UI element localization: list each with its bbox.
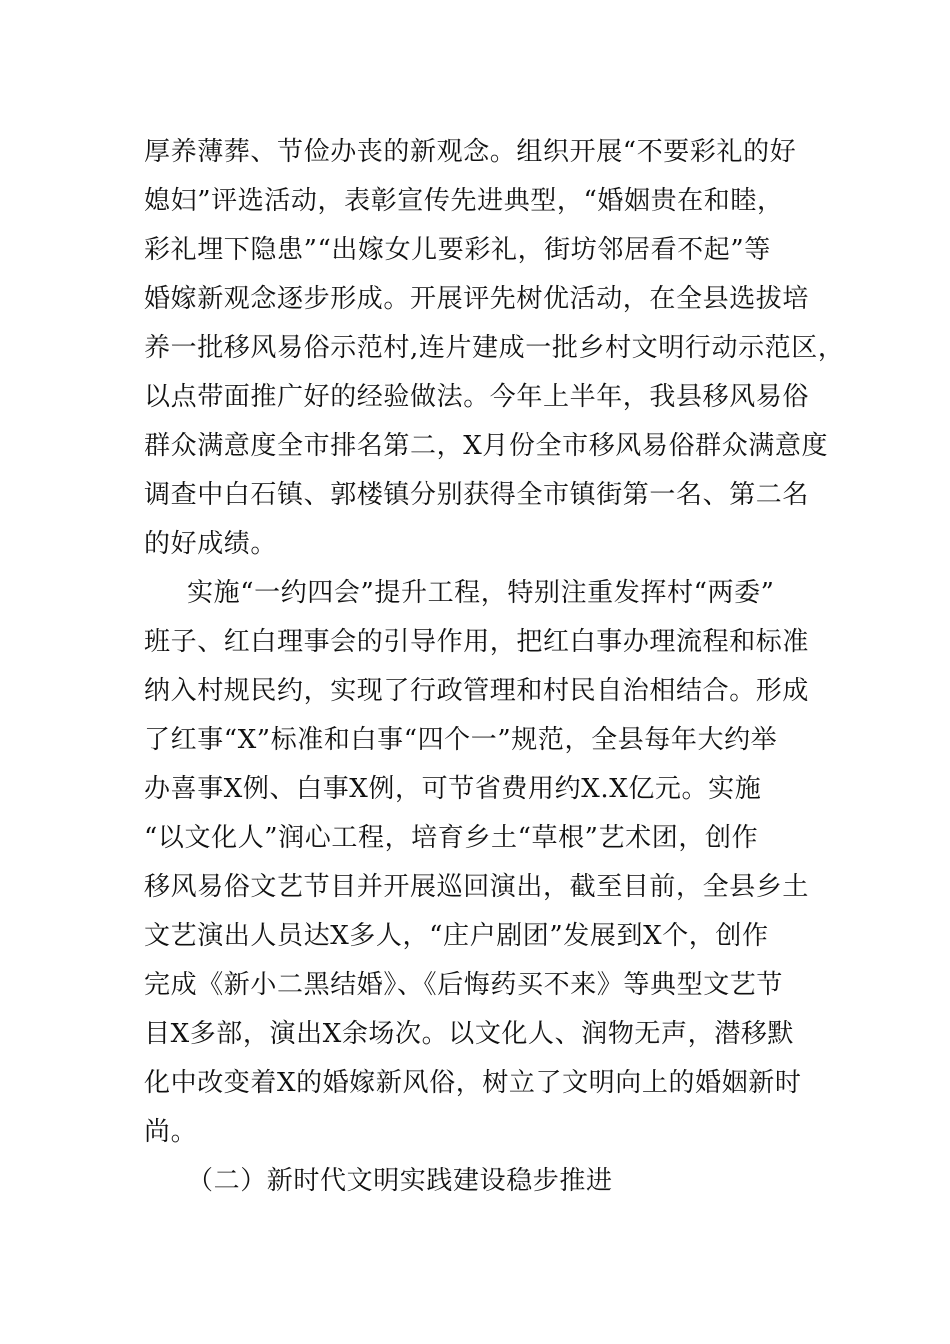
text-line: 文艺演出人员达X多人，“庄户剧团”发展到X个，创作: [144, 921, 769, 951]
paragraph-1: [144, 128, 845, 569]
text-line: 调查中白石镇、郭楼镇分别获得全市镇街第一名、第二名: [144, 480, 810, 510]
text-line: 尚。: [144, 1117, 198, 1147]
text-line: 化中改变着X的婚嫁新风俗，树立了文明向上的婚姻新时: [144, 1068, 802, 1098]
text-line: 以点带面推广好的经验做法。今年上半年，我县移风易俗: [144, 382, 810, 412]
text-line: 厚养薄葬、节俭办丧的新观念。组织开展“不要彩礼的好: [144, 137, 797, 167]
section-heading: （二）新时代文明实践建设稳步推进: [187, 1166, 613, 1196]
text-line: 彩礼埋下隐患”“出嫁女儿要彩礼，街坊邻居看不起”等: [144, 235, 771, 265]
text-line: 婚嫁新观念逐步形成。开展评先树优活动，在全县选拔培: [144, 284, 810, 314]
text-line: 群众满意度全市排名第二，X月份全市移风易俗群众满意度: [144, 431, 829, 461]
text-line: 实施“一约四会”提升工程，特别注重发挥村“两委”: [187, 578, 775, 608]
text-line: 纳入村规民约，实现了行政管理和村民自治相结合。形成: [144, 676, 810, 706]
paragraph-2: [144, 569, 814, 1157]
text-line: 媳妇”评选活动，表彰宣传先进典型，“婚姻贵在和睦，: [144, 186, 784, 216]
text-line: 移风易俗文艺节目并开展巡回演出，截至目前，全县乡土: [144, 872, 810, 902]
text-line: 目X多部，演出X余场次。以文化人、润物无声，潜移默: [144, 1019, 795, 1049]
text-line: 的好成绩。: [144, 529, 278, 559]
text-line: 办喜事X例、白事X例，可节省费用约X.X亿元。实施: [144, 774, 762, 804]
text-line: 班子、红白理事会的引导作用，把红白事办理流程和标准: [144, 627, 810, 657]
text-line: 了红事“X”标准和白事“四个一”规范，全县每年大约举: [144, 725, 778, 755]
text-line: 完成《新小二黑结婚》、《后悔药买不来》等典型文艺节: [144, 970, 784, 1000]
document-body: [144, 128, 845, 1206]
text-line: “以文化人”润心工程，培育乡土“草根”艺术团，创作: [144, 823, 759, 853]
text-line: 养一批移风易俗示范村,连片建成一批乡村文明行动示范区，: [144, 333, 845, 363]
